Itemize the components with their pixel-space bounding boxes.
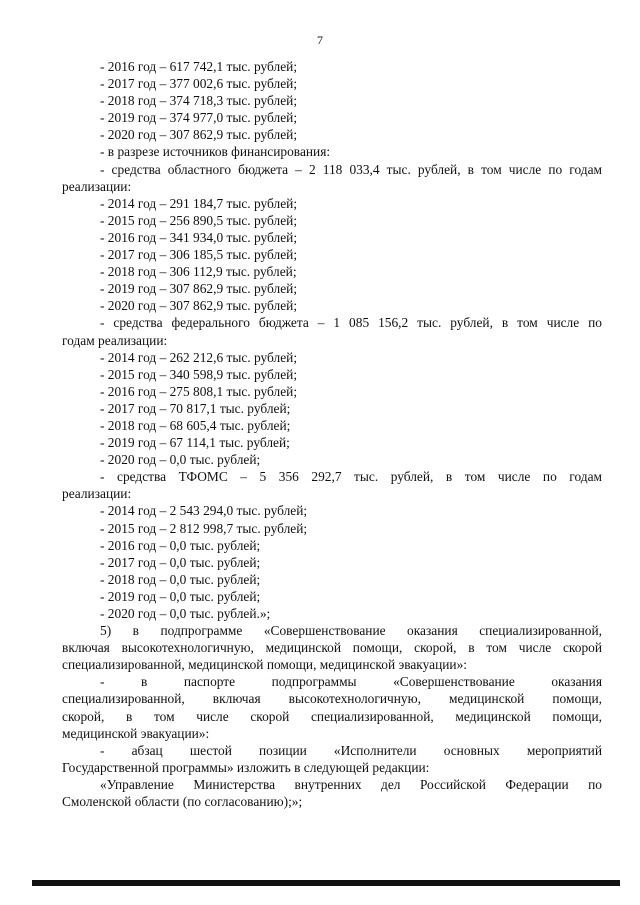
list-item: - 2015 год – 340 598,9 тыс. рублей; <box>100 366 298 382</box>
paragraph-line: годам реализации: <box>62 332 168 348</box>
list-item: - 2020 год – 307 862,9 тыс. рублей; <box>100 127 298 143</box>
paragraph-line: - средства федерального бюджета – 1 085 156,2 тыс. рублей, в том числе по <box>100 315 602 331</box>
list-item: - 2014 год – 2 543 294,0 тыс. рублей; <box>100 503 308 519</box>
list-item: - 2019 год – 0,0 тыс. рублей; <box>100 588 261 604</box>
page-number: 7 <box>317 33 323 47</box>
paragraph-line: - в паспорте подпрограммы «Совершенствование оказания <box>100 674 602 690</box>
list-item: - 2017 год – 377 002,6 тыс. рублей; <box>100 76 298 92</box>
paragraph-line: Смоленской области (по согласованию);»; <box>62 794 303 810</box>
paragraph-line: включая высокотехнологичную, медицинской помощи, скорой, в том числе скорой <box>62 640 602 656</box>
paragraph-line: - средства ТФОМС – 5 356 292,7 тыс. рублей, в том числе по годам <box>100 469 602 485</box>
list-item: - 2015 год – 2 812 998,7 тыс. рублей; <box>100 520 308 536</box>
paragraph-line: - средства областного бюджета – 2 118 033,4 тыс. рублей, в том числе по годам <box>100 161 602 177</box>
list-item: - 2014 год – 262 212,6 тыс. рублей; <box>100 349 298 365</box>
list-item: - 2016 год – 617 742,1 тыс. рублей; <box>100 59 298 74</box>
list-item: - 2019 год – 374 977,0 тыс. рублей; <box>100 110 298 126</box>
list-item: - 2016 год – 0,0 тыс. рублей; <box>100 537 261 553</box>
document-body <box>62 58 602 810</box>
list-item: - 2018 год – 306 112,9 тыс. рублей; <box>100 264 297 280</box>
paragraph-line: - абзац шестой позиции «Исполнители основных мероприятий <box>100 742 602 758</box>
paragraph-line: скорой, в том числе скорой специализированной, медицинской помощи, <box>62 708 602 724</box>
paragraph-line: специализированной, включая высокотехнологичную, медицинской помощи, <box>62 691 602 707</box>
list-item: - 2020 год – 0,0 тыс. рублей; <box>100 452 261 468</box>
list-item: - 2020 год – 307 862,9 тыс. рублей; <box>100 298 298 314</box>
list-item: - 2017 год – 70 817,1 тыс. рублей; <box>100 400 291 416</box>
paragraph-line: Государственной программы» изложить в следующей редакции: <box>62 759 430 775</box>
list-item: - 2018 год – 68 605,4 тыс. рублей; <box>100 417 291 433</box>
paragraph-line: медицинской эвакуации»: <box>62 725 210 741</box>
paragraph-line: специализированной, медицинской помощи, медицинской эвакуации»: <box>62 657 467 673</box>
list-item: - 2020 год – 0,0 тыс. рублей.»; <box>100 606 271 621</box>
list-item: - 2018 год – 0,0 тыс. рублей; <box>100 571 261 587</box>
list-item: - 2017 год – 0,0 тыс. рублей; <box>100 554 261 570</box>
paragraph-line: «Управление Министерства внутренних дел Российской Федерации по <box>100 776 602 792</box>
list-item: - 2014 год – 291 184,7 тыс. рублей; <box>100 195 298 211</box>
list-item: - в разрезе источников финансирования: <box>100 144 331 160</box>
list-item: - 2018 год – 374 718,3 тыс. рублей; <box>100 93 298 109</box>
list-item: - 2015 год – 256 890,5 тыс. рублей; <box>100 212 298 228</box>
list-item: - 2019 год – 307 862,9 тыс. рублей; <box>100 281 298 297</box>
list-item: - 2016 год – 341 934,0 тыс. рублей; <box>100 229 298 245</box>
paragraph-line: 5) в подпрограмме «Совершенствование оказания специализированной, <box>100 623 602 639</box>
paragraph-line: реализации: <box>62 486 132 502</box>
footer-rule <box>32 880 620 886</box>
list-item: - 2019 год – 67 114,1 тыс. рублей; <box>100 435 290 451</box>
paragraph-line: реализации: <box>62 178 132 194</box>
list-item: - 2016 год – 275 808,1 тыс. рублей; <box>100 383 298 399</box>
list-item: - 2017 год – 306 185,5 тыс. рублей; <box>100 247 298 263</box>
